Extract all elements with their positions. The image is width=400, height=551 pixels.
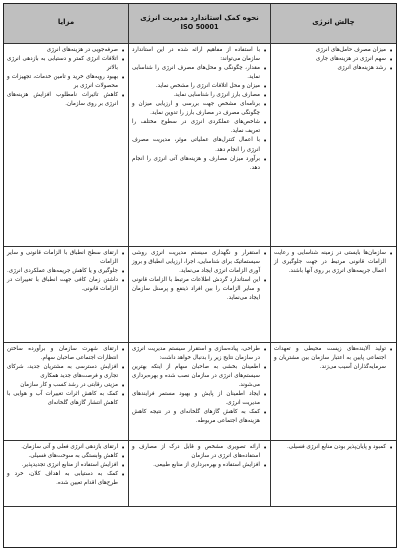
header-role xyxy=(128,4,270,44)
header-role-standard: ISO 50001 xyxy=(180,23,219,32)
list-item: • کاهش تاثیرات نامطلوب افزایش هزینه‌های انرژی بر روی سازمان. xyxy=(7,91,118,109)
list-item: • افزایش استفاده از منابع انرژی تجدیدپذیر. xyxy=(7,461,118,470)
header-role-label: نحوه کمک استاندارد مدیریت انرژی xyxy=(140,13,259,22)
list-item: • میزان مصرف حامل‌های انرژی xyxy=(274,46,386,55)
list-item: • مصارف بارز انرژی را شناسایی نماید. xyxy=(132,91,260,100)
list-item: • افزایش استفاده و بهره‌برداری از منابع طبیعی. xyxy=(132,461,260,470)
row1-role xyxy=(128,44,270,247)
list-item: • میزان و محل اتلافات انرژی را مشخص نماید. xyxy=(132,82,260,91)
list-item: • مزیتی رقابتی در رشد کسب و کار سازمان xyxy=(7,381,118,390)
row3-role xyxy=(128,343,270,441)
header-benefits-label: مزایا xyxy=(57,18,75,27)
row2-challenges xyxy=(270,247,396,343)
list-item: • سازمان‌ها بایستی در زمینه شناسایی و رعایت الزامات قانونی مرتبط در جهت جلوگیری از اعمال جریمه‌های انرژی بر روی آنها باشند. xyxy=(274,249,386,276)
list-item: • کمبود و پایان‌پذیر بودن منابع انرژی فسیلی. xyxy=(274,443,386,452)
list-item: • این استاندارد گردش اطلاعات مرتبط با الزامات قانونی و سایر الزامات را بین افراد ذینفع و پرسنل سازمان ایجاد می‌نماید. xyxy=(132,276,260,303)
row2-role xyxy=(128,247,270,343)
list-item: • ایجاد اطمینان از پایش و بهبود مستمر فرایندهای مدیریت انرژی. xyxy=(132,390,260,408)
list-item: • استقرار و نگهداری سیستم مدیریت انرژی روشی سیستماتیک برای شناسایی، اجرا، ارزیابی انطباق و بروز آوری الزامات انرژی ایجاد می‌نماید. xyxy=(132,249,260,276)
list-item: • ارتقای شهرت سازمان و برآورده ساختن انتظارات اجتماعی صاحبان سهام. xyxy=(7,345,118,363)
list-item: • تولید آلاینده‌های زیست محیطی و تعهدات اجتماعی پایین به اعتبار سازمان بین مشتریان و سرمایه‌گذاران آسیب می‌زند. xyxy=(274,345,386,372)
list-item: • شاخص‌های عملکردی انرژی در سطوح مختلف را تعریف نماید. xyxy=(132,118,260,136)
list-item: • ارائه تصویری مشخص و قابل درک از مصارف و استفاده‌های انرژی در سازمان xyxy=(132,443,260,461)
energy-standard-table xyxy=(3,3,397,548)
list-item: • بهبود رویه‌های خرید و تامین خدمات، تجهیزات و محصولات انرژی بر xyxy=(7,73,118,91)
list-item: • مقدار، چگونگی و محل‌های مصرف انرژی را شناسایی نماید. xyxy=(132,64,260,82)
row1-challenges xyxy=(270,44,396,247)
row4-benefits xyxy=(4,441,128,507)
list-item: • برآورد میزان مصارف و هزینه‌های آتی انرژی را انجام دهد. xyxy=(132,155,260,173)
list-item: • جلوگیری و یا کاهش جریمه‌های عملکردی انرژی. xyxy=(7,267,118,276)
row1-benefits xyxy=(4,44,128,247)
list-item: • کاهش وابستگی به سوخت‌های فسیلی. xyxy=(7,452,118,461)
header-benefits xyxy=(4,4,128,44)
list-item: • برنامه‌ای مشخص جهت بررسی و ارزیابی میزان و چگونگی مصرف در مصارف بارز را تدوین نماید. xyxy=(132,100,260,118)
header-challenges xyxy=(270,4,396,44)
header-challenges-label: چالش انرژی xyxy=(312,18,355,27)
row4-challenges xyxy=(270,441,396,507)
list-item: • رشد هزینه‌های انرژی xyxy=(274,64,386,73)
list-item: • کمک به کاهش گازهای گلخانه‌ای و در نتیجه کاهش هزینه‌های اجتماعی مربوطه. xyxy=(132,408,260,426)
list-item: • کمک به کاهش اثرات تغییرات آب و هوایی با کاهش انتشار گازهای گلخانه‌ای xyxy=(7,390,118,408)
list-item: • با استفاده از مفاهیم ارائه شده در این استاندارد سازمان می‌تواند: xyxy=(132,46,260,64)
row4-role xyxy=(128,441,270,507)
list-item: • افزایش دسترسی به مشتریان جدید، شرکای تجاری و فرصت‌های جدید همکاری xyxy=(7,363,118,381)
row3-benefits xyxy=(4,343,128,441)
list-item: • ارتقای بازدهی انرژی فعلی و آتی سازمان. xyxy=(7,443,118,452)
list-item: • ارتقای سطح انطباق با الزامات قانونی و سایر الزامات xyxy=(7,249,118,267)
list-item: • اطمینان بخشی به صاحبان سهام از اینکه بهترین سیستم‌های انرژی در سازمان نصب شده و بهره‌برداری می‌شوند. xyxy=(132,363,260,390)
list-item: • طراحی، پیاده‌سازی و استقرار سیستم مدیریت انرژی در سازمان نتایج زیر را بدنبال خواهد داشت: xyxy=(132,345,260,363)
list-item: • داشتن زمان کافی جهت انطباق با تغییرات در الزامات قانونی. xyxy=(7,276,118,294)
list-item: • اتلافات انرژی کمتر و دستیابی به بازدهی انرژی بالاتر xyxy=(7,55,118,73)
list-item: • کمک به دستیابی به اهداف کلان، خرد و طرح‌های اقدام تعیین شده. xyxy=(7,470,118,488)
row3-challenges xyxy=(270,343,396,441)
list-item: • با اعمال کنترل‌های عملیاتی موثر، مدیریت مصرف انرژی را انجام دهد. xyxy=(132,136,260,154)
row2-benefits xyxy=(4,247,128,343)
list-item: • صرفه‌جویی در هزینه‌های انرژی xyxy=(7,46,118,55)
list-item: • سهم انرژی در هزینه‌های جاری xyxy=(274,55,386,64)
